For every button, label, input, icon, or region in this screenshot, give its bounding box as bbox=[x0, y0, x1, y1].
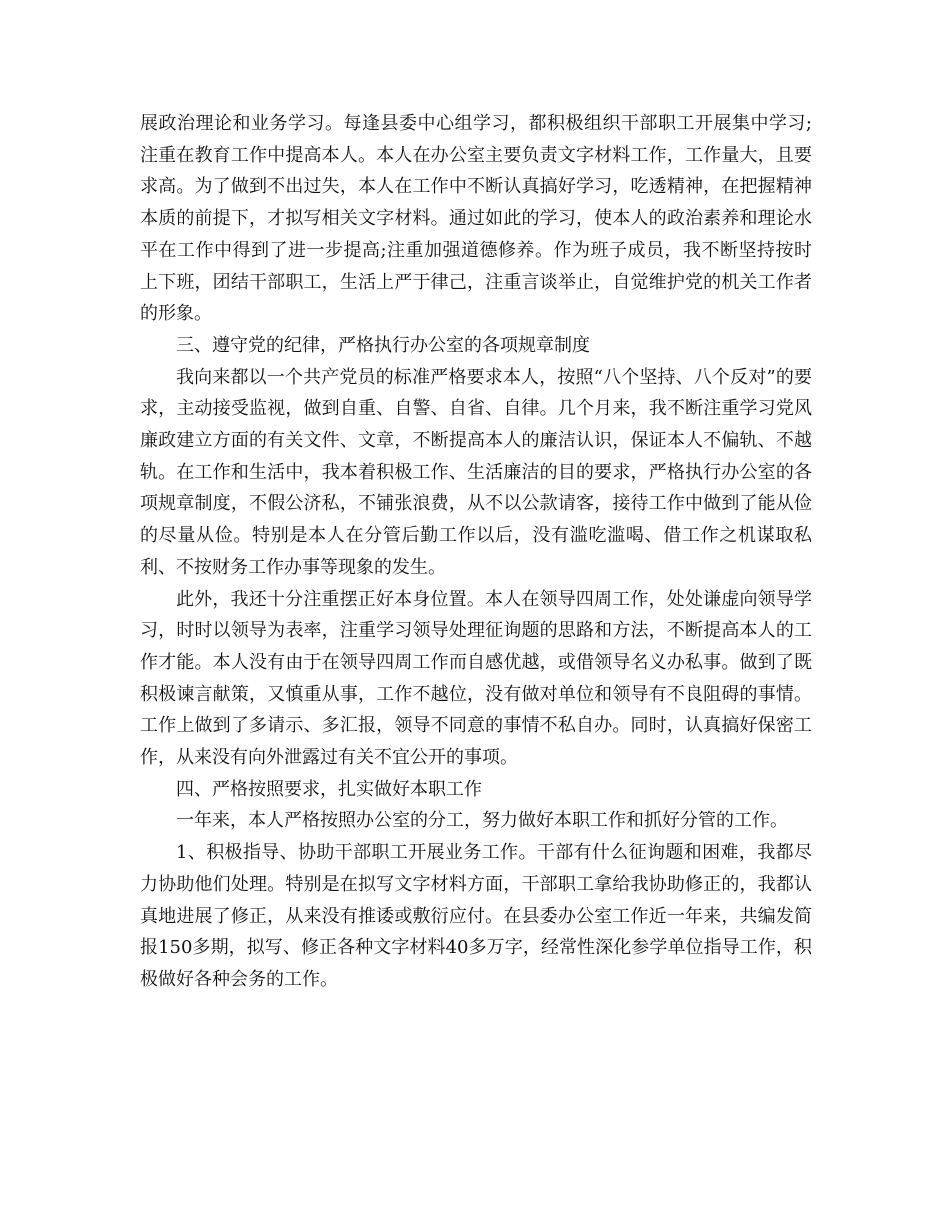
body-paragraph: 此外，我还十分注重摆正好本身位置。本人在领导四周工作，处处谦虚向领导学习，时时以领导为表率，注重学习领导处理征询题的思路和方法，不断提高本人的工作才能。本人没有由于在领导四周工作而自感优越，或借领导名义办私事。做到了既积极谏言献策，又慎重从事，工作不越位，没有做对单位和领导有不良阻碍的事情。工作上做到了多请示、多汇报，领导不同意的事情不私自办。同时，认真搞好保密工作，从来没有向外泄露过有关不宜公开的事项。 bbox=[140, 588, 812, 769]
body-paragraph: 1、积极指导、协助干部职工开展业务工作。干部有什么征询题和困难，我都尽力协助他们处理。特别是在拟写文字材料方面，干部职工拿给我协助修正的，我都认真地进展了修正，从来没有推诿或敷衍应付。在县委办公室工作近一年来，共编发简报150多期，拟写、修正各种文字材料40多万字，经常性深化参学单位指导工作，积极做好各种会务的工作。 bbox=[140, 842, 812, 990]
section-heading-4: 四、严格按照要求，扎实做好本职工作 bbox=[176, 778, 482, 800]
section-heading-3: 三、遵守党的纪律，严格执行办公室的各项规章制度 bbox=[176, 334, 590, 356]
document-page bbox=[140, 108, 812, 996]
body-paragraph: 一年来，本人严格按照办公室的分工，努力做好本职工作和抓好分管的工作。 bbox=[176, 810, 788, 832]
body-paragraph: 展政治理论和业务学习。每逢县委中心组学习，都积极组织干部职工开展集中学习;注重在教育工作中提高本人。本人在办公室主要负责文字材料工作，工作量大，且要求高。为了做到不出过失，本人在工作中不断认真搞好学习，吃透精神，在把握精神本质的前提下，才拟写相关文字材料。通过如此的学习，使本人的政治素养和理论水平在工作中得到了进一步提高;注重加强道德修养。作为班子成员，我不断坚持按时上下班，团结干部职工，生活上严于律己，注重言谈举止，自觉维护党的机关工作者的形象。 bbox=[140, 113, 812, 325]
body-paragraph: 我向来都以一个共产党员的标准严格要求本人，按照“八个坚持、八个反对”的要求，主动接受监视，做到自重、自警、自省、自律。几个月来，我不断注重学习党风廉政建立方面的有关文件、文章，不断提高本人的廉洁认识，保证本人不偏轨、不越轨。在工作和生活中，我本着积极工作、生活廉洁的目的要求，严格执行办公室的各项规章制度，不假公济私，不铺张浪费，从不以公款请客，接待工作中做到了能从俭的尽量从俭。特别是本人在分管后勤工作以后，没有滥吃滥喝、借工作之机谋取私利、不按财务工作办事等现象的发生。 bbox=[140, 366, 812, 578]
